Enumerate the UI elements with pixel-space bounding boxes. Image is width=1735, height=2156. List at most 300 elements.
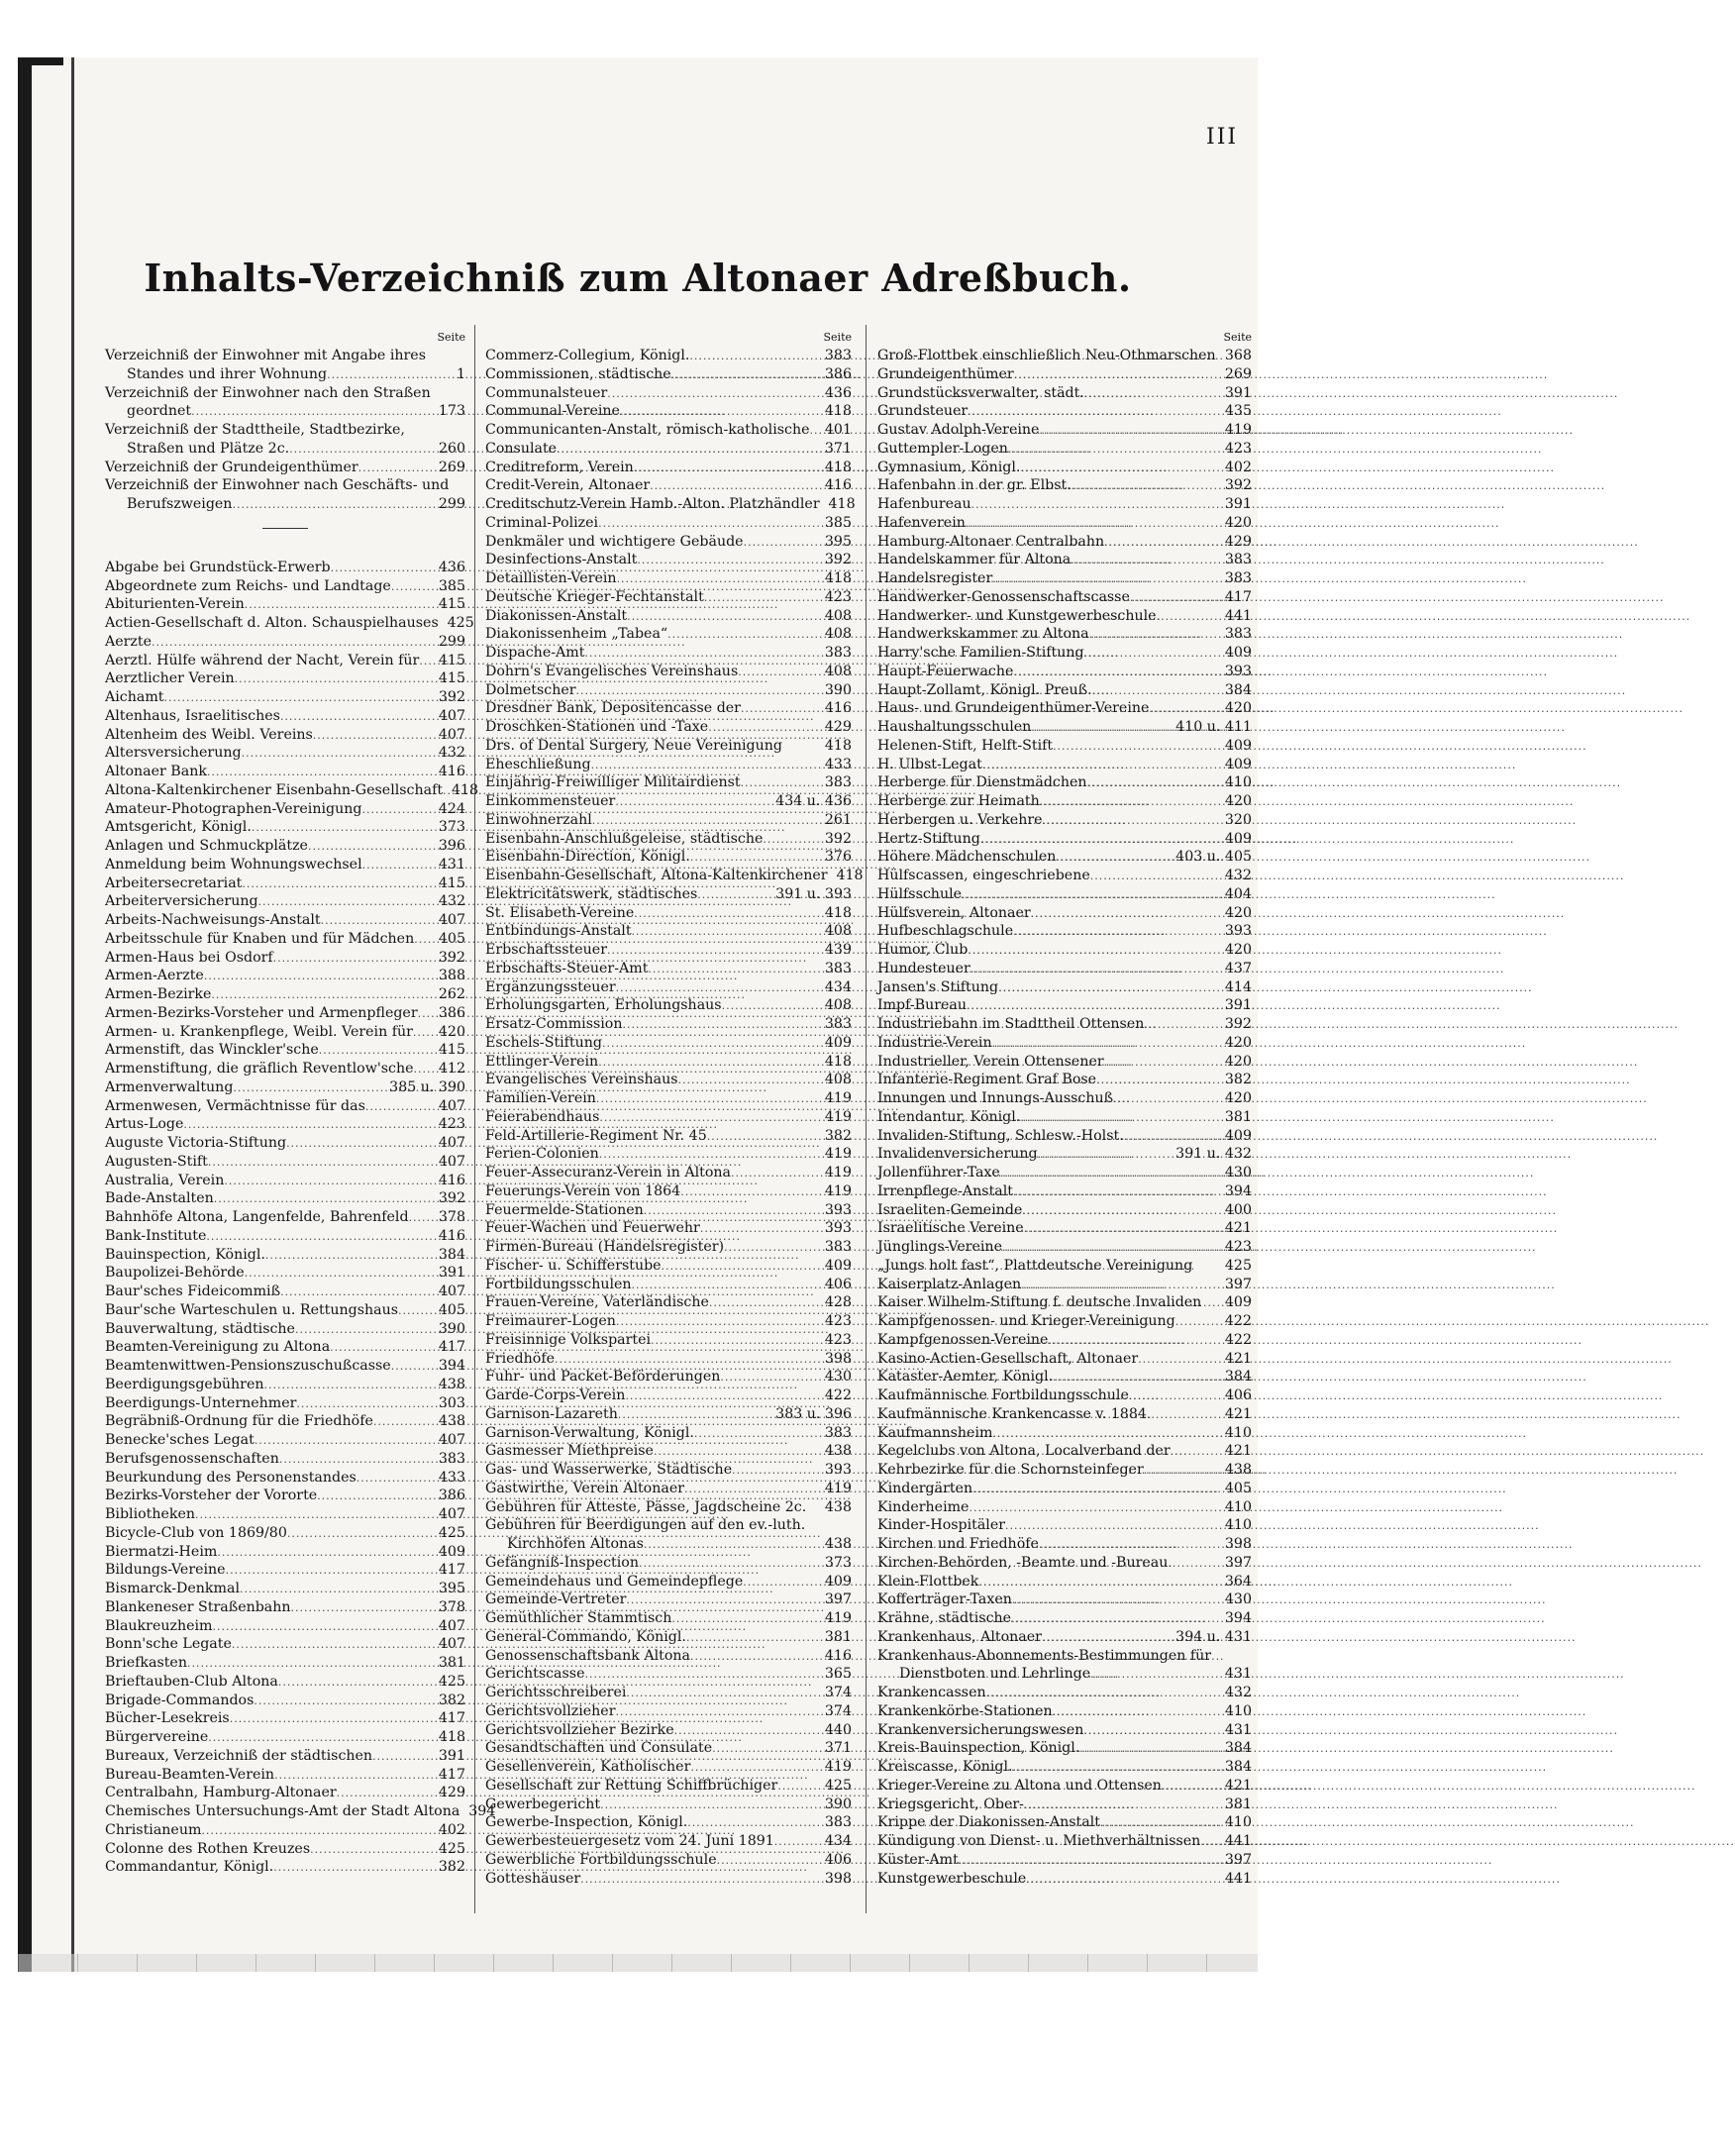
leader-dots bbox=[962, 886, 1222, 905]
index-entry bbox=[105, 614, 474, 633]
entry-title: Beerdigungsgebühren bbox=[105, 1376, 264, 1392]
column-header: Seite bbox=[823, 331, 852, 344]
index-entry bbox=[105, 1246, 465, 1265]
index-entry bbox=[485, 1516, 852, 1535]
entry-title: Herberge für Dienstmädchen bbox=[877, 774, 1087, 791]
entry-title: Kindergärten bbox=[877, 1480, 973, 1496]
index-entry bbox=[485, 867, 864, 885]
entry-page: 429 bbox=[1224, 533, 1252, 550]
leader-dots bbox=[1005, 1517, 1222, 1536]
index-entry bbox=[485, 1350, 852, 1369]
leader-dots bbox=[627, 608, 822, 627]
entry-page: 418 bbox=[824, 737, 852, 754]
entry-title: Herbergen u. Verkehre bbox=[877, 811, 1043, 828]
column-header: Seite bbox=[1223, 331, 1252, 344]
entry-page: 434 bbox=[824, 1833, 852, 1849]
leader-dots bbox=[1138, 1351, 1222, 1370]
index-entry bbox=[105, 1264, 465, 1283]
leader-dots bbox=[576, 682, 822, 701]
index-entry bbox=[485, 1758, 852, 1777]
entry-page: 419 bbox=[824, 1610, 852, 1626]
entry-title: Infanterie-Regiment Graf Bose bbox=[877, 1072, 1097, 1088]
entry-page: 408 bbox=[824, 626, 852, 643]
entry-title: Gewerbesteuergesetz vom 24. Juni 1891 bbox=[485, 1833, 774, 1849]
entry-page: 374 bbox=[824, 1702, 852, 1719]
leader-dots bbox=[226, 1562, 436, 1581]
index-entry bbox=[485, 644, 852, 663]
index-entry bbox=[877, 699, 1252, 718]
entry-page: 410 bbox=[1224, 1814, 1252, 1831]
entry-title: Hertz-Stiftung bbox=[877, 830, 980, 847]
index-entry bbox=[105, 1673, 465, 1692]
entry-title: Krankencassen bbox=[877, 1685, 986, 1700]
leader-dots bbox=[684, 1481, 822, 1499]
leader-dots bbox=[690, 1648, 822, 1667]
entry-page: 376 bbox=[824, 849, 852, 866]
entry-title: Humor, Club bbox=[877, 942, 969, 958]
entry-title: Kaiserplatz-Anlagen bbox=[877, 1276, 1022, 1292]
entry-page: 383 bbox=[1224, 626, 1252, 643]
entry-page: 410 bbox=[1224, 1702, 1252, 1719]
entry-title: Bücher-Lesekreis bbox=[105, 1710, 230, 1727]
entry-page: 383 bbox=[824, 645, 852, 661]
entry-page: 393 bbox=[1224, 663, 1252, 679]
index-entry bbox=[105, 911, 465, 930]
entry-page: 415 bbox=[438, 1042, 465, 1059]
index-entry bbox=[105, 985, 465, 1004]
entry-page: 383 bbox=[824, 348, 852, 363]
leader-dots bbox=[580, 1871, 822, 1890]
entry-title: Armen- u. Krankenpflege, Weibl. Verein für bbox=[105, 1023, 413, 1040]
leader-dots bbox=[287, 1525, 436, 1544]
index-entry bbox=[105, 1023, 465, 1042]
entry-page: 429 bbox=[438, 1785, 465, 1801]
entry-title: Invaliden-Stiftung, Schlesw.-Holst. bbox=[877, 1127, 1124, 1144]
index-entry bbox=[485, 569, 852, 588]
entry-title: Briefkasten bbox=[105, 1655, 187, 1671]
leader-dots bbox=[1171, 1443, 1222, 1462]
entry-page: 409 bbox=[1224, 1127, 1252, 1144]
leader-dots bbox=[1087, 774, 1222, 793]
entry-title: Einkommensteuer bbox=[485, 793, 616, 809]
index-entry bbox=[105, 1301, 465, 1320]
entry-title: Garnison-Verwaltung, Königl. bbox=[485, 1424, 694, 1441]
index-entry bbox=[485, 1684, 852, 1702]
entry-page: 422 bbox=[1224, 1313, 1252, 1329]
index-entry bbox=[877, 922, 1252, 941]
index-entry bbox=[105, 559, 465, 577]
leader-dots bbox=[650, 477, 822, 496]
entry-page: 269 bbox=[438, 459, 465, 475]
index-entry bbox=[877, 1573, 1252, 1591]
leader-dots bbox=[1147, 1406, 1222, 1425]
entry-page: 393 bbox=[824, 1462, 852, 1478]
index-entry bbox=[877, 1276, 1252, 1294]
entry-page: 409 bbox=[1224, 830, 1252, 847]
index-entry bbox=[485, 960, 852, 978]
entry-title: Gymnasium, Königl. bbox=[877, 459, 1021, 475]
entry-page: 397 bbox=[1224, 1276, 1252, 1292]
leader-dots bbox=[607, 385, 822, 404]
index-entry bbox=[105, 726, 465, 745]
entry-title: Communicanten-Anstalt, römisch-katholische bbox=[485, 422, 810, 438]
entry-title: Gerichtsschreiberei bbox=[485, 1685, 627, 1700]
index-entry bbox=[485, 996, 852, 1015]
entry-title: Commissionen, städtische bbox=[485, 365, 671, 382]
entry-page: 392 bbox=[438, 689, 465, 705]
entry-page: 382 bbox=[824, 1127, 852, 1144]
entry-title: Kampfgenossen- und Krieger-Vereinigung bbox=[877, 1313, 1175, 1329]
entry-title: Hafenbureau bbox=[877, 496, 971, 512]
entry-page: 418 bbox=[824, 570, 852, 586]
leader-dots bbox=[654, 1443, 822, 1462]
leader-dots bbox=[616, 1313, 822, 1332]
index-list-1 bbox=[105, 559, 496, 1877]
index-entry bbox=[877, 384, 1252, 403]
entry-page: 406 bbox=[1224, 1387, 1252, 1403]
index-entry bbox=[877, 1461, 1252, 1480]
entry-page: 431 bbox=[1224, 1721, 1252, 1738]
entry-title: Gesellenverein, Katholischer bbox=[485, 1759, 691, 1775]
entry-page: 410 bbox=[1224, 1424, 1252, 1441]
entry-title: Augusten-Stift bbox=[105, 1153, 208, 1170]
index-entry bbox=[105, 818, 465, 837]
index-entry bbox=[105, 1041, 465, 1060]
entry-title: Ettlinger-Verein bbox=[485, 1053, 599, 1070]
entry-title: Gewerbegericht bbox=[485, 1796, 601, 1812]
entry-title: Herberge zur Heimath bbox=[877, 793, 1040, 809]
index-entry bbox=[877, 1238, 1252, 1257]
leader-dots bbox=[245, 1265, 436, 1283]
entry-title: Kaufmännische Krankencasse v. 1884 bbox=[877, 1405, 1147, 1422]
leader-dots bbox=[1079, 1740, 1222, 1759]
section-separator bbox=[262, 528, 308, 529]
entry-page: 408 bbox=[824, 607, 852, 624]
leader-dots bbox=[358, 460, 436, 478]
leader-dots bbox=[279, 1451, 436, 1470]
index-entry bbox=[105, 1097, 465, 1116]
leader-dots bbox=[674, 1722, 822, 1741]
entry-page: 383 bbox=[1224, 570, 1252, 586]
leader-dots bbox=[1083, 1722, 1222, 1741]
index-entry bbox=[877, 941, 1252, 960]
entry-page: 421 bbox=[1224, 1777, 1252, 1794]
entry-page: 434 bbox=[824, 978, 852, 995]
leader-dots bbox=[1021, 1277, 1222, 1295]
index-entry bbox=[485, 885, 852, 904]
leader-dots bbox=[1048, 1332, 1222, 1351]
entry-page: 382 bbox=[438, 1692, 465, 1708]
index-entry bbox=[485, 440, 852, 459]
entry-page: 386 bbox=[438, 1004, 465, 1021]
entry-title: Hülfscassen, eingeschriebene bbox=[877, 868, 1090, 883]
entry-title: Haus- und Grundeigenthümer-Vereine bbox=[877, 700, 1150, 717]
index-entry bbox=[485, 1870, 852, 1889]
entry-page: 425 bbox=[438, 1840, 465, 1857]
index-entry bbox=[877, 459, 1252, 477]
entry-page: 394 bbox=[438, 1358, 465, 1374]
entry-page: 383 bbox=[824, 960, 852, 976]
index-entry bbox=[877, 1554, 1252, 1573]
leader-dots bbox=[671, 1610, 822, 1629]
leader-dots bbox=[398, 1302, 436, 1321]
entry-page: 419 bbox=[824, 1182, 852, 1199]
entry-page: 418 bbox=[836, 868, 864, 883]
entry-title: Höhere Mädchenschulen bbox=[877, 849, 1057, 866]
entry-title: Klein-Flottbek bbox=[877, 1573, 979, 1590]
entry-title: Actien-Gesellschaft d. Alton. Schauspielhauses bbox=[105, 615, 439, 631]
leader-dots bbox=[1011, 1610, 1222, 1629]
leader-dots bbox=[667, 626, 822, 645]
entry-title: Arbeitsschule für Knaben und für Mädchen bbox=[105, 930, 415, 947]
index-entry bbox=[105, 1134, 465, 1153]
leader-dots bbox=[265, 1247, 436, 1266]
leader-dots bbox=[273, 1859, 436, 1878]
index-entry bbox=[485, 1498, 852, 1517]
entry-page: 392 bbox=[1224, 477, 1252, 494]
entry-page: 394 bbox=[468, 1803, 496, 1819]
index-entry bbox=[877, 885, 1252, 904]
entry-title: Brigade-Commandos bbox=[105, 1692, 255, 1708]
entry-title: Commandantur, Königl. bbox=[105, 1859, 274, 1876]
entry-title: Bicycle-Club von 1869/80 bbox=[105, 1524, 287, 1541]
entry-page: 393 bbox=[824, 1220, 852, 1237]
leader-dots bbox=[409, 1209, 436, 1228]
entry-title: Bauverwaltung, städtische bbox=[105, 1320, 295, 1337]
entry-page: 401 bbox=[824, 422, 852, 438]
leader-dots bbox=[992, 1035, 1222, 1054]
entry-title: Centralbahn, Hamburg-Altonaer bbox=[105, 1785, 337, 1801]
entry-page: 408 bbox=[824, 997, 852, 1014]
index-list-2 bbox=[485, 347, 864, 1888]
entry-page: 407 bbox=[438, 1636, 465, 1653]
entry-page: 374 bbox=[824, 1685, 852, 1700]
entry-page: 384 bbox=[438, 1246, 465, 1263]
entry-title: Feierabendhaus bbox=[485, 1108, 600, 1125]
entry-page: 416 bbox=[824, 700, 852, 717]
entry-page: 438 bbox=[1224, 1462, 1252, 1478]
entry-title: Armenwesen, Vermächtnisse für das bbox=[105, 1097, 365, 1114]
leader-dots bbox=[557, 441, 822, 460]
entry-title: Gebühren für Beerdigungen auf den ev.-luth. bbox=[485, 1517, 806, 1534]
entry-page: 400 bbox=[1224, 1201, 1252, 1218]
leader-dots bbox=[1144, 1016, 1222, 1035]
entry-page: 420 bbox=[1224, 1090, 1252, 1106]
leader-dots bbox=[700, 1220, 822, 1239]
entry-title: Kirchhöfen Altonas bbox=[507, 1536, 644, 1552]
entry-title: Altenheim des Weibl. Vereins bbox=[105, 726, 313, 743]
index-entry bbox=[105, 1357, 465, 1376]
entry-title: Altersversicherung bbox=[105, 745, 242, 762]
entry-title: Krippe der Diakonissen-Anstalt bbox=[877, 1814, 1100, 1831]
index-entry bbox=[105, 1561, 465, 1580]
entry-title: Hülfsverein, Altonaer bbox=[877, 904, 1031, 921]
entry-title: Haupt-Zollamt, Königl. Preuß. bbox=[877, 681, 1092, 698]
entry-title: Gesellschaft zur Rettung Schiffbrüchiger bbox=[485, 1777, 778, 1794]
leader-dots bbox=[708, 719, 822, 738]
index-entry bbox=[485, 1405, 852, 1424]
entry-page: 386 bbox=[824, 365, 852, 382]
entry-page: 373 bbox=[824, 1554, 852, 1571]
entry-page: 418 bbox=[451, 781, 479, 798]
leader-dots bbox=[687, 1814, 822, 1833]
entry-title: Dienstboten und Lehrlinge bbox=[899, 1666, 1091, 1683]
leader-dots bbox=[232, 496, 436, 515]
entry-page: 432 bbox=[438, 745, 465, 762]
index-entry bbox=[877, 996, 1252, 1015]
page-number: III bbox=[1206, 125, 1239, 150]
entry-page: 398 bbox=[824, 1870, 852, 1887]
entry-page: 382 bbox=[438, 1859, 465, 1876]
entry-title: Abgeordnete zum Reichs- und Landtage bbox=[105, 577, 391, 594]
entry-page: 418 bbox=[438, 1729, 465, 1745]
index-entry bbox=[485, 459, 852, 477]
entry-title: Feuer-Wachen und Feuerwehr bbox=[485, 1220, 700, 1237]
index-entry bbox=[485, 1424, 852, 1443]
leader-dots bbox=[258, 893, 436, 912]
index-entry bbox=[877, 960, 1252, 978]
index-entry bbox=[877, 607, 1252, 626]
index-entry bbox=[485, 1386, 852, 1405]
main-sections-list bbox=[105, 347, 465, 514]
leader-dots bbox=[584, 1666, 822, 1685]
leader-dots bbox=[1039, 1536, 1222, 1555]
leader-dots bbox=[707, 1128, 822, 1147]
entry-page: 415 bbox=[438, 670, 465, 687]
leader-dots bbox=[971, 496, 1222, 515]
entry-page: 419 bbox=[824, 1108, 852, 1125]
entry-page: 409 bbox=[824, 1257, 852, 1274]
entry-title: Groß-Flottbek einschließlich Neu-Othmarschen bbox=[877, 348, 1216, 363]
leader-dots bbox=[296, 1395, 436, 1414]
entry-page: 440 bbox=[824, 1721, 852, 1738]
index-entry bbox=[877, 588, 1252, 607]
leader-dots bbox=[741, 700, 822, 719]
entry-page: 432 bbox=[1224, 1685, 1252, 1700]
entry-title: Armenstift, das Winckler'sche bbox=[105, 1042, 319, 1059]
index-entry bbox=[877, 1219, 1252, 1238]
leader-dots bbox=[308, 838, 436, 857]
entry-title: Handelsregister bbox=[877, 570, 993, 586]
entry-title: Feuerungs-Verein von 1864 bbox=[485, 1182, 681, 1199]
index-entry bbox=[485, 514, 852, 533]
entry-page: 383 bbox=[824, 774, 852, 791]
index-entry bbox=[105, 1654, 465, 1673]
index-entry bbox=[105, 1747, 465, 1766]
index-entry bbox=[485, 1368, 852, 1386]
entry-page: 405 bbox=[1224, 1480, 1252, 1496]
entry-page: 433 bbox=[438, 1469, 465, 1486]
entry-title: Bürgervereine bbox=[105, 1729, 209, 1745]
index-entry bbox=[485, 1739, 852, 1758]
leader-dots bbox=[327, 366, 436, 385]
entry-title: Helenen-Stift, Helft-Stift bbox=[877, 737, 1054, 754]
entry-title: Artus-Loge bbox=[105, 1116, 184, 1133]
leader-dots bbox=[391, 578, 436, 597]
entry-title: Hafenbahn in der gr. Elbst. bbox=[877, 477, 1072, 494]
leader-dots bbox=[584, 645, 822, 664]
leader-dots bbox=[810, 422, 822, 441]
index-entry bbox=[485, 588, 852, 607]
column-header: Seite bbox=[437, 331, 465, 344]
index-entry bbox=[485, 773, 852, 792]
entry-title: Guttempler-Logen bbox=[877, 440, 1008, 457]
entry-page: 438 bbox=[824, 1443, 852, 1460]
leader-dots bbox=[230, 1710, 436, 1729]
entry-page: 414 bbox=[1224, 978, 1252, 995]
index-entry bbox=[485, 737, 852, 756]
entry-page: 418 bbox=[824, 904, 852, 921]
index-entry bbox=[485, 476, 852, 495]
leader-dots bbox=[738, 664, 822, 682]
index-entry bbox=[485, 1851, 852, 1870]
leader-dots bbox=[211, 986, 436, 1005]
leader-dots bbox=[986, 1685, 1222, 1703]
entry-page: 384 bbox=[1224, 1740, 1252, 1757]
index-entry bbox=[877, 1777, 1252, 1796]
entry-page: 425 bbox=[447, 615, 474, 631]
entry-title: Kaiser Wilhelm-Stiftung f. deutsche Invaliden bbox=[877, 1294, 1202, 1311]
entry-page: 407 bbox=[438, 1097, 465, 1114]
index-entry bbox=[105, 402, 465, 421]
index-entry bbox=[485, 699, 852, 718]
index-entry bbox=[485, 607, 852, 626]
leader-dots bbox=[651, 1332, 822, 1351]
index-entry bbox=[485, 1127, 852, 1146]
leader-dots bbox=[291, 1599, 436, 1618]
entry-title: Gasmesser Miethpreise bbox=[485, 1443, 654, 1460]
index-entry bbox=[877, 1164, 1252, 1182]
entry-page: 394 bbox=[1224, 1182, 1252, 1199]
entry-page: 410 bbox=[1224, 1498, 1252, 1515]
index-entry bbox=[877, 1442, 1252, 1461]
index-entry bbox=[877, 514, 1252, 533]
leader-dots bbox=[671, 366, 822, 385]
index-entry bbox=[877, 1293, 1252, 1312]
entry-page: 410 bbox=[1224, 1517, 1252, 1534]
entry-title: Straßen und Plätze 2c. bbox=[127, 440, 290, 457]
leader-dots bbox=[1168, 1555, 1222, 1574]
index-entry bbox=[485, 1832, 852, 1851]
entry-page: 415 bbox=[438, 874, 465, 891]
leader-dots bbox=[1100, 1814, 1222, 1833]
leader-dots bbox=[644, 1202, 822, 1221]
leader-dots bbox=[413, 1024, 436, 1043]
leader-dots bbox=[319, 1042, 436, 1061]
index-entry bbox=[105, 421, 465, 440]
index-entry bbox=[485, 792, 852, 811]
index-entry bbox=[877, 495, 1252, 514]
entry-title: Krankenhaus, Altonaer bbox=[877, 1628, 1042, 1645]
entry-page: 418 bbox=[828, 496, 856, 512]
index-entry bbox=[877, 1201, 1252, 1220]
entry-page: 371 bbox=[824, 440, 852, 457]
entry-page: 420 bbox=[1224, 942, 1252, 958]
entry-page: 433 bbox=[824, 756, 852, 772]
leader-dots bbox=[1144, 1462, 1222, 1481]
index-entry bbox=[877, 1331, 1252, 1350]
entry-page: 408 bbox=[824, 923, 852, 940]
entry-title: Innungen und Innungs-Ausschuß bbox=[877, 1090, 1114, 1106]
index-entry bbox=[485, 830, 852, 849]
entry-page: 398 bbox=[824, 1350, 852, 1367]
leader-dots bbox=[712, 1740, 822, 1759]
index-entry bbox=[877, 421, 1252, 440]
entry-title: Frauen-Vereine, Vaterländische bbox=[485, 1294, 709, 1311]
entry-title: Kataster-Aemter, Königl. bbox=[877, 1369, 1054, 1386]
entry-page: 419 bbox=[824, 1480, 852, 1496]
entry-title: Kündigung von Dienst- u. Miethverhältnissen bbox=[877, 1833, 1201, 1849]
